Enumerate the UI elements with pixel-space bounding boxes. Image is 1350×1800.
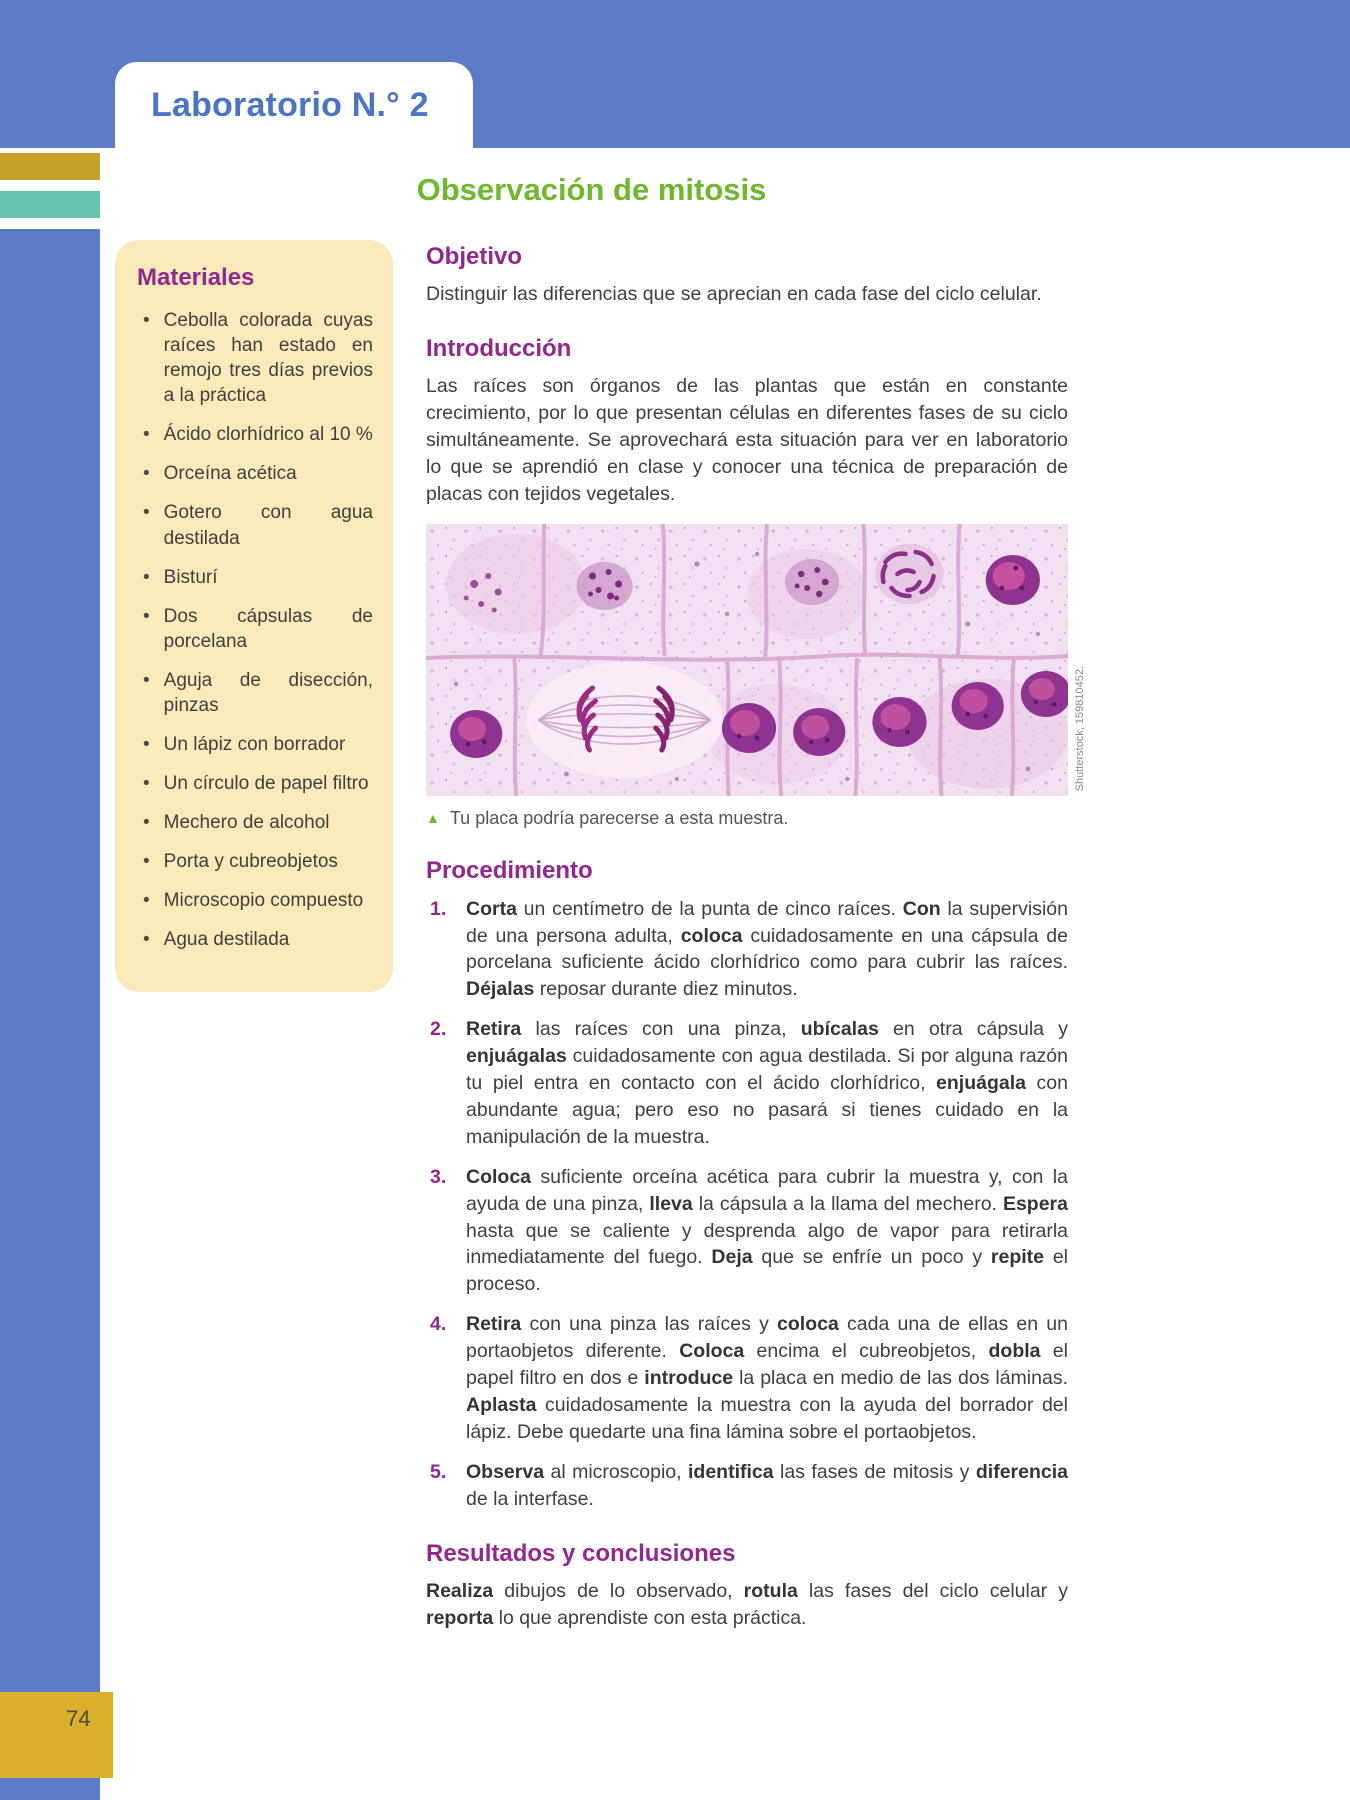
materials-item-text: Un lápiz con borrador (163, 734, 346, 756)
lab-title-box (115, 62, 473, 148)
bullet-icon: • (143, 424, 150, 446)
procedure-step (426, 1164, 1068, 1299)
page-number-box (0, 1692, 113, 1778)
lesson-body (426, 240, 1086, 1638)
materials-item (137, 461, 373, 486)
materials-item-text: Un círculo de papel filtro (163, 773, 369, 795)
step-text: Coloca suficiente orceína acética para cubrir la muestra y, con la ayuda de una pinza, lleva la cápsula a la llama del mechero. Espera hasta que se caliente y desprenda algo de vapor para retirarla inmediatamente del fuego. Deja que se enfríe un poco y repite el proceso. (466, 1165, 1068, 1296)
materials-item-text: Orceína acética (163, 463, 297, 485)
materials-item (137, 810, 373, 835)
materials-item (137, 500, 373, 550)
procedure-step (426, 1311, 1068, 1446)
step-text: Retira con una pinza las raíces y coloca cada una de ellas en un portaobjetos diferente. Coloca encima el cubreobjetos, dobla el papel filtro en dos e introduce la placa en medio de las dos láminas. Aplasta cuidadosamente la muestra con la ayuda del borrador del lápiz. Debe quedarte una fina lámina sobre el portaobjetos. (466, 1313, 1068, 1443)
materials-item-text: Dos cápsulas de porcelana (163, 605, 373, 652)
page-title: Observación de mitosis (416, 172, 767, 207)
materials-item (137, 422, 373, 447)
caption-triangle-icon: ▲ (426, 809, 440, 826)
resultados-heading: Resultados y conclusiones (426, 1539, 736, 1567)
step-text: Retira las raíces con una pinza, ubícalas en otra cápsula y enjuágalas cuidadosamente con agua destilada. Si por alguna razón tu piel entra en contacto con el ácido clorhídrico, enjuágala con abundante agua; pero eso no pasará si tienes cuidado en la manipulación de la muestra. (466, 1018, 1068, 1148)
bullet-icon: • (143, 669, 150, 691)
bullet-icon: • (143, 463, 150, 485)
materials-item-text: Bisturí (163, 566, 218, 588)
bullet-icon: • (143, 502, 150, 524)
gold-stripe (0, 153, 100, 180)
figure-caption-text: Tu placa podría parecerse a esta muestra. (449, 807, 789, 828)
step-number: 2. (430, 1018, 447, 1041)
materials-item-text: Mechero de alcohol (163, 812, 330, 834)
bullet-icon: • (143, 929, 150, 951)
materials-item (137, 565, 373, 590)
bullet-icon: • (143, 734, 150, 756)
step-number: 5. (430, 1460, 447, 1483)
materials-item-text: Ácido clorhídrico al 10 % (163, 424, 373, 446)
procedure-step (426, 896, 1068, 1004)
materials-item (137, 888, 373, 913)
bullet-icon: • (143, 812, 150, 834)
procedure-step (426, 1016, 1068, 1151)
image-credit: Shutterstock, 159810452. (1073, 666, 1086, 792)
materials-item (137, 308, 373, 408)
materials-item (137, 771, 373, 796)
objetivo-heading: Objetivo (426, 243, 523, 270)
introduccion-text: Las raíces son órganos de las plantas que están en constante crecimiento, por lo que presentan células en diferentes fases de su ciclo simultáneamente. Se aprovechará esta situación para ver en laboratorio lo que se aprendió en clase y conocer una técnica de preparación de placas con tejidos vegetales. (426, 375, 1068, 505)
materials-item (137, 668, 373, 718)
step-text: Observa al microscopio, identifica las fases de mitosis y diferencia de la interfase. (466, 1460, 1068, 1510)
materials-item-text: Aguja de disección, pinzas (163, 669, 373, 716)
bullet-icon: • (143, 566, 150, 588)
objetivo-text: Distinguir las diferencias que se aprecian en cada fase del ciclo celular. (426, 283, 1042, 306)
bullet-icon: • (143, 890, 150, 912)
materials-item (137, 849, 373, 874)
procedure-step (426, 1459, 1068, 1513)
lab-title: Laboratorio N.° 2 (151, 85, 429, 124)
resultados-text: Realiza dibujos de lo observado, rotula las fases del ciclo celular y reporta lo que aprendiste con esta práctica. (426, 1579, 1068, 1629)
materials-item (137, 927, 373, 952)
bullet-icon: • (143, 851, 150, 873)
step-number: 4. (430, 1313, 447, 1336)
bullet-icon: • (143, 773, 150, 795)
procedimiento-heading: Procedimiento (426, 857, 593, 885)
materials-item (137, 732, 373, 757)
materials-item-text: Agua destilada (163, 929, 290, 951)
figure-caption (426, 806, 1068, 831)
materials-list (137, 308, 373, 952)
mitosis-figure (426, 524, 1086, 796)
step-text: Corta un centímetro de la punta de cinco raíces. Con la supervisión de una persona adulta, coloca cuidadosamente en una cápsula de porcelana suficiente ácido clorhídrico como para cubrir las raíces. Déjalas reposar durante diez minutos. (466, 897, 1068, 1001)
left-sidebar-band (0, 229, 100, 1800)
mitosis-microscopy-image (426, 524, 1068, 796)
teal-stripe (0, 191, 100, 218)
materials-item-text: Microscopio compuesto (163, 890, 364, 912)
materials-item (137, 604, 373, 654)
materials-item-text: Cebolla colorada cuyas raíces han estado en remojo tres días previos a la práctica (163, 310, 373, 407)
step-number: 1. (430, 897, 447, 920)
step-number: 3. (430, 1165, 447, 1188)
bullet-icon: • (143, 310, 150, 331)
page-number: 74 (66, 1706, 91, 1731)
two-column-layout (115, 240, 1086, 1638)
materials-item-text: Gotero con agua destilada (163, 502, 373, 549)
materials-box (115, 240, 393, 992)
procedure-steps (426, 896, 1068, 1513)
bullet-icon: • (143, 605, 150, 627)
main-content (115, 172, 1086, 1638)
materials-heading: Materiales (137, 264, 255, 291)
introduccion-heading: Introducción (426, 335, 572, 363)
materials-item-text: Porta y cubreobjetos (163, 851, 338, 873)
